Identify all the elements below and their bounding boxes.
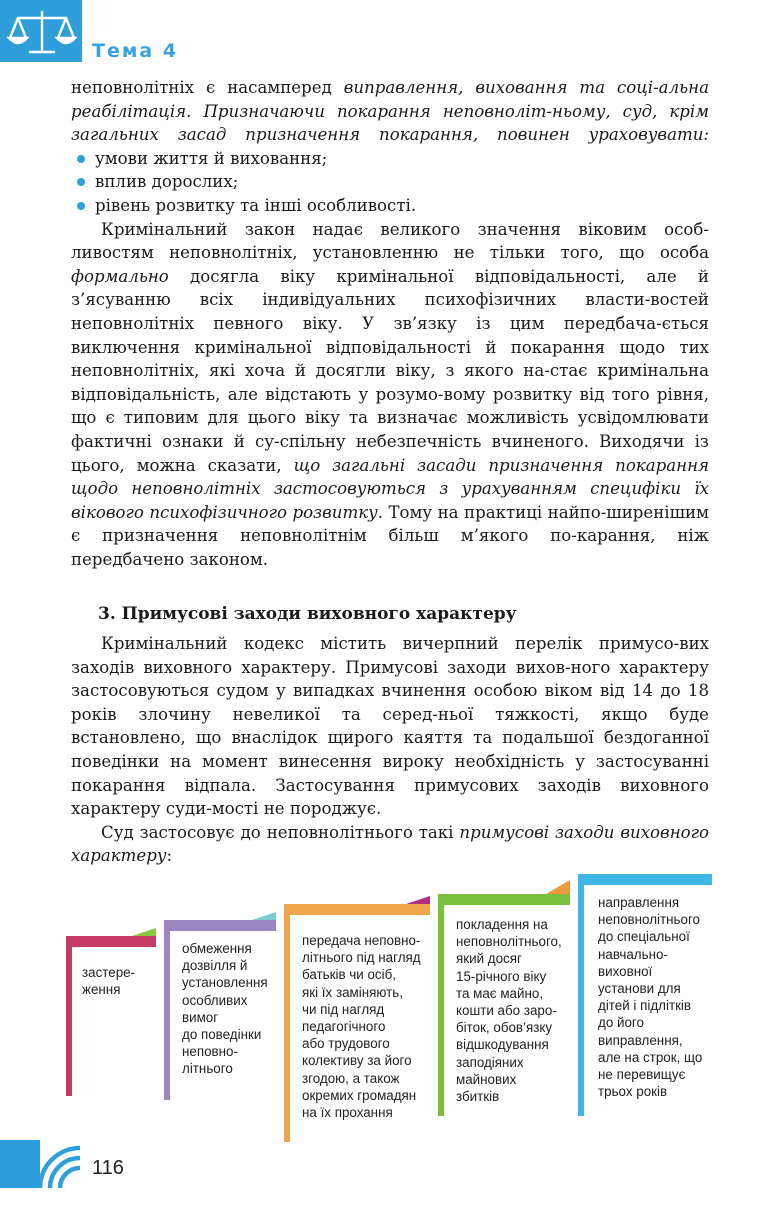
measure-accent-bar [284, 904, 430, 915]
bullet-item: рівень розвитку та інші особливості. [71, 194, 709, 218]
measure-accent-bar [66, 936, 72, 1096]
topic-title: Тема 4 [92, 40, 179, 62]
measure-text: обмеження дозвілля й установлення особливих вимог до поведінки неповно- літнього [182, 941, 268, 1077]
body-text-upper [71, 76, 709, 571]
lead-end: : [166, 846, 173, 866]
measure-text: передача неповно- літнього під нагляд батьків чи осіб, які їх заміняють, чи під нагляд педагогічного або трудового колективу за його згодою, а також окремих громадян на їх прохання [302, 933, 421, 1121]
measure-accent-bar [438, 894, 444, 1116]
paragraph-1-text: неповнолітніх є насамперед [71, 78, 344, 97]
paragraph-2-italic: формально [71, 266, 169, 286]
paragraph-2-text: . Тому на практиці найпо-ширенішим є призначення неповнолітнім більш м’якого по-карання, ніж передбачено законом. [71, 502, 709, 569]
measure-corner-tab [406, 896, 430, 904]
paragraph-2-italic: що загальні засади призначення покарання щодо неповнолітніх застосовуються з урахуванням специфіки їх вікового психофізичного розвитку [71, 455, 709, 522]
measure-corner-tab [132, 928, 156, 936]
measure-card [578, 874, 712, 1116]
page-number: 116 [92, 1157, 124, 1179]
lead-text: Суд застосовує до неповнолітнього такі [101, 822, 460, 842]
scales-of-justice-icon [6, 6, 78, 58]
bullet-list [71, 147, 709, 218]
paragraph-1-italic: виправлення, виховання та соці-альна реабілітація. Призначаючи покарання неповноліт-ньому, суд, крім загальних засад призначення покарання, повинен ураховувати: [71, 78, 709, 145]
measure-accent-bar [438, 894, 570, 905]
lead-paragraph [71, 821, 709, 868]
measure-accent-bar [164, 920, 276, 931]
measure-corner-tab [546, 880, 570, 894]
measure-accent-bar [284, 904, 290, 1142]
section-heading: 3. Примусові заходи виховного характеру [98, 604, 517, 624]
paragraph-1 [71, 76, 709, 147]
paragraph-2-text: досягла віку кримінальної відповідальності, але й з’ясуванню всіх індивідуальних психофізичних власти-востей неповнолітніх певного віку. У зв’язку із цим передбача-ється виключення кримінальної відповідальності й покарання щодо тих неповнолітніх, які хоча й досягли віку, з якого на-стає кримінальна відповідальність, але відстають у розумо-вому розвитку від того рівня, що є типовим для цього віку та визначає можливість усвідомлювати фактичні ознаки й су-спільну небезпечність вчиненого. Виходячи із цього, можна сказати, [71, 266, 709, 475]
section-paragraph: Кримінальний кодекс містить вичерпний перелік примусо-вих заходів виховного характеру. Примусові заходи вихов-ного характеру застосовуються судом у випадках вчинення особою віком від 14 до 18 років злочину невеликої та серед-ньої тяжкості, якщо буде встановлено, що внаслідок щирого каяття та подальшої бездоганної поведінки на момент винесення вироку необхідність у застосуванні покарання відпала. Застосування примусових заходів виховного характеру суди-мості не породжує. [71, 634, 709, 819]
bullet-item: вплив дорослих; [71, 170, 709, 194]
measure-card [164, 920, 276, 1100]
measure-accent-bar [164, 920, 170, 1100]
measure-text: застере- ження [82, 965, 136, 998]
wave-arcs-icon [34, 1144, 90, 1190]
measure-corner-tab [252, 912, 276, 920]
measure-text: покладення на неповнолітнього, який досяг 15-річного віку та має майно, кошти або заро- біток, обов’язку відшкодування заподіяних майнових збитків [456, 917, 562, 1105]
measure-card [66, 936, 156, 1096]
bullet-item: умови життя й виховання; [71, 147, 709, 171]
measure-text: направлення неповнолітнього до спеціальної навчально- виховної установи для дітей і підлітків до його виправлення, але на строк, що не перевищує трьох років [598, 895, 703, 1100]
measure-accent-bar [66, 936, 156, 947]
measures-diagram [66, 874, 712, 1144]
measure-card [438, 894, 570, 1116]
measure-accent-bar [578, 874, 584, 1116]
measure-accent-bar [578, 874, 712, 885]
header-color-block [0, 0, 82, 62]
measure-card [284, 904, 430, 1142]
paragraph-2-text: Кримінальний закон надає великого значення віковим особ-ливостям неповнолітніх, установленню не тільки того, що особа [71, 219, 709, 263]
body-text-lower [71, 632, 709, 868]
lead-italic: примусові заходи виховного характеру [71, 822, 710, 866]
paragraph-2 [71, 218, 709, 572]
